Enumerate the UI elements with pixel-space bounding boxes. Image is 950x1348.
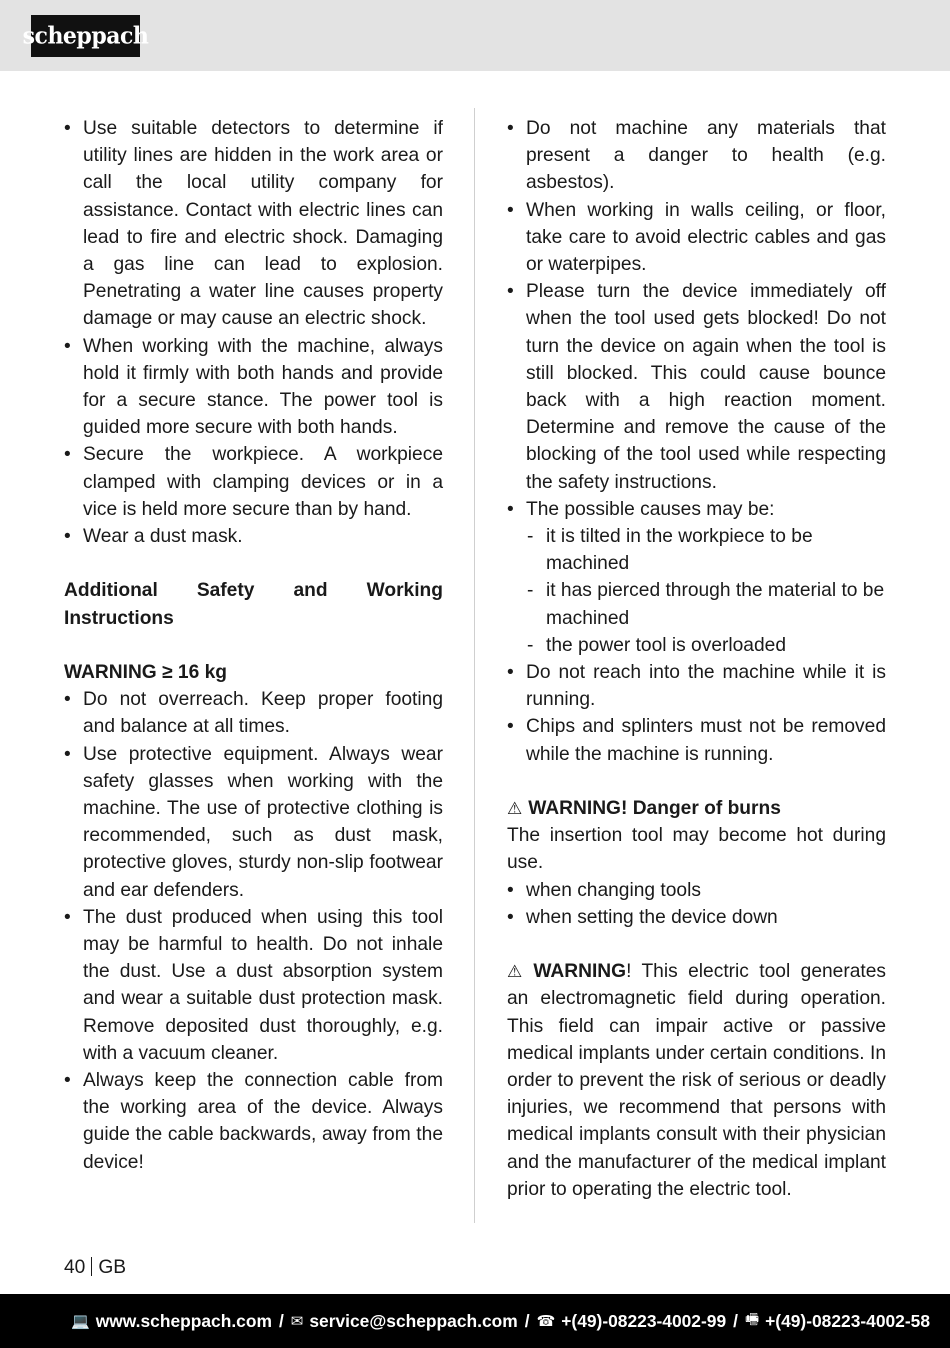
fax-icon: 🖷 [744,1310,760,1328]
list-item: • Use suitable detectors to determine if utility lines are hidden in the work area or call the local utility company for assistance. Contact with electric lines can lead to fire and electric shock. Damaging a gas line can lead to explosion. Penetrating a water line causes property damage or may cause an electric shock. [64,115,443,333]
phone-number[interactable]: +(49)-08223-4002-99 [561,1310,727,1331]
list-item: • Use protective equipment. Always wear safety glasses when working with the machine. The use of protective clothing is recommended, such as dust mask, protective gloves, sturdy non-slip footwear and ear defenders. [64,741,443,904]
bullet-list [507,659,886,768]
list-item: • The dust produced when using this tool may be harmful to health. Do not inhale the dust. Use a dust absorption system and wear a suitable dust protection mask. Remove deposited dust thoroughly, e.g. with a vacuum cleaner. [64,904,443,1067]
page-language: GB [98,1257,127,1278]
page-separator [91,1257,92,1276]
list-item: • When working in walls ceiling, or floor, take care to avoid electric cables and gas or waterpipes. [507,197,886,279]
footer-contact-bar: 💻 www.scheppach.com / ✉ service@scheppach.com / ☎ +(49)-08223-4002-99 / 🖷 +(49)-08223-4002-58 [0,1294,950,1348]
list-item: • Chips and splinters must not be removed while the machine is running. [507,713,886,767]
list-item: • Please turn the device immediately off when the tool used gets blocked! Do not turn the device on again when the tool is still blocked. This could cause bounce back with a high reaction moment. Determine and remove the cause of the blocking of the tool used while respecting the safety instructions. [507,278,886,496]
list-item: • Secure the workpiece. A workpiece clamped with clamping devices or in a vice is held more secure than by hand. [64,441,443,523]
burns-warning-heading [507,795,886,822]
list-item: • Wear a dust mask. [64,523,443,550]
fax-number[interactable]: +(49)-08223-4002-58 [765,1310,930,1331]
email-link[interactable]: service@scheppach.com [309,1310,518,1331]
bullet-list [507,877,886,931]
column-divider [474,108,475,1223]
section-heading: Additional Safety and Working Instructions [64,580,443,629]
list-item: • when changing tools [507,877,886,904]
emf-warning-label: WARNING [533,961,627,983]
list-item: - it has pierced through the material to be machined [507,577,886,631]
list-item: • Do not reach into the machine while it is running. [507,659,886,713]
header-band [0,0,950,71]
burns-text: The insertion tool may become hot during use. [507,825,886,874]
brand-logo: scheppach [31,15,140,57]
list-item: • Do not machine any materials that present a danger to health (e.g. asbestos). [507,115,886,197]
warning-heading: WARNING ≥ 16 kg [64,662,227,684]
warning-triangle-icon: ⚠ [507,962,528,982]
website-link[interactable]: www.scheppach.com [95,1310,272,1331]
list-item: • Always keep the connection cable from the working area of the device. Always guide the cable backwards, away from the device! [64,1067,443,1176]
emf-warning-text: ! This electric tool generates an electromagnetic field during operation. This field can impair active or passive medical implants under certain conditions. In order to prevent the risk of serious or deadly injuries, we recommend that persons with medical implants consult with their physician and the manufacturer of the medical implant prior to operating the electric tool. [507,961,886,1200]
computer-icon: 💻 [71,1313,90,1330]
burns-heading-text: WARNING! Danger of burns [528,798,781,820]
bullet-list [64,686,443,1176]
list-item: • Do not overreach. Keep proper footing and balance at all times. [64,686,443,740]
list-item: • When working with the machine, always hold it firmly with both hands and provide for a secure stance. The power tool is guided more secure with both hands. [64,333,443,442]
causes-list [507,523,886,659]
page-number-value: 40 [64,1257,86,1278]
right-column [507,115,886,1203]
bullet-list [64,115,443,550]
list-item: • when setting the device down [507,904,886,931]
list-item: - the power tool is overloaded [507,632,886,659]
page-number [64,1255,126,1281]
bullet-list [507,115,886,523]
phone-icon: ☎ [536,1313,556,1330]
mail-icon: ✉ [290,1313,304,1330]
left-column [64,115,443,1176]
warning-triangle-icon: ⚠ [507,799,523,819]
list-item: • The possible causes may be: [507,496,886,523]
emf-warning-paragraph [507,958,886,1203]
list-item: - it is tilted in the workpiece to be machined [507,523,886,577]
